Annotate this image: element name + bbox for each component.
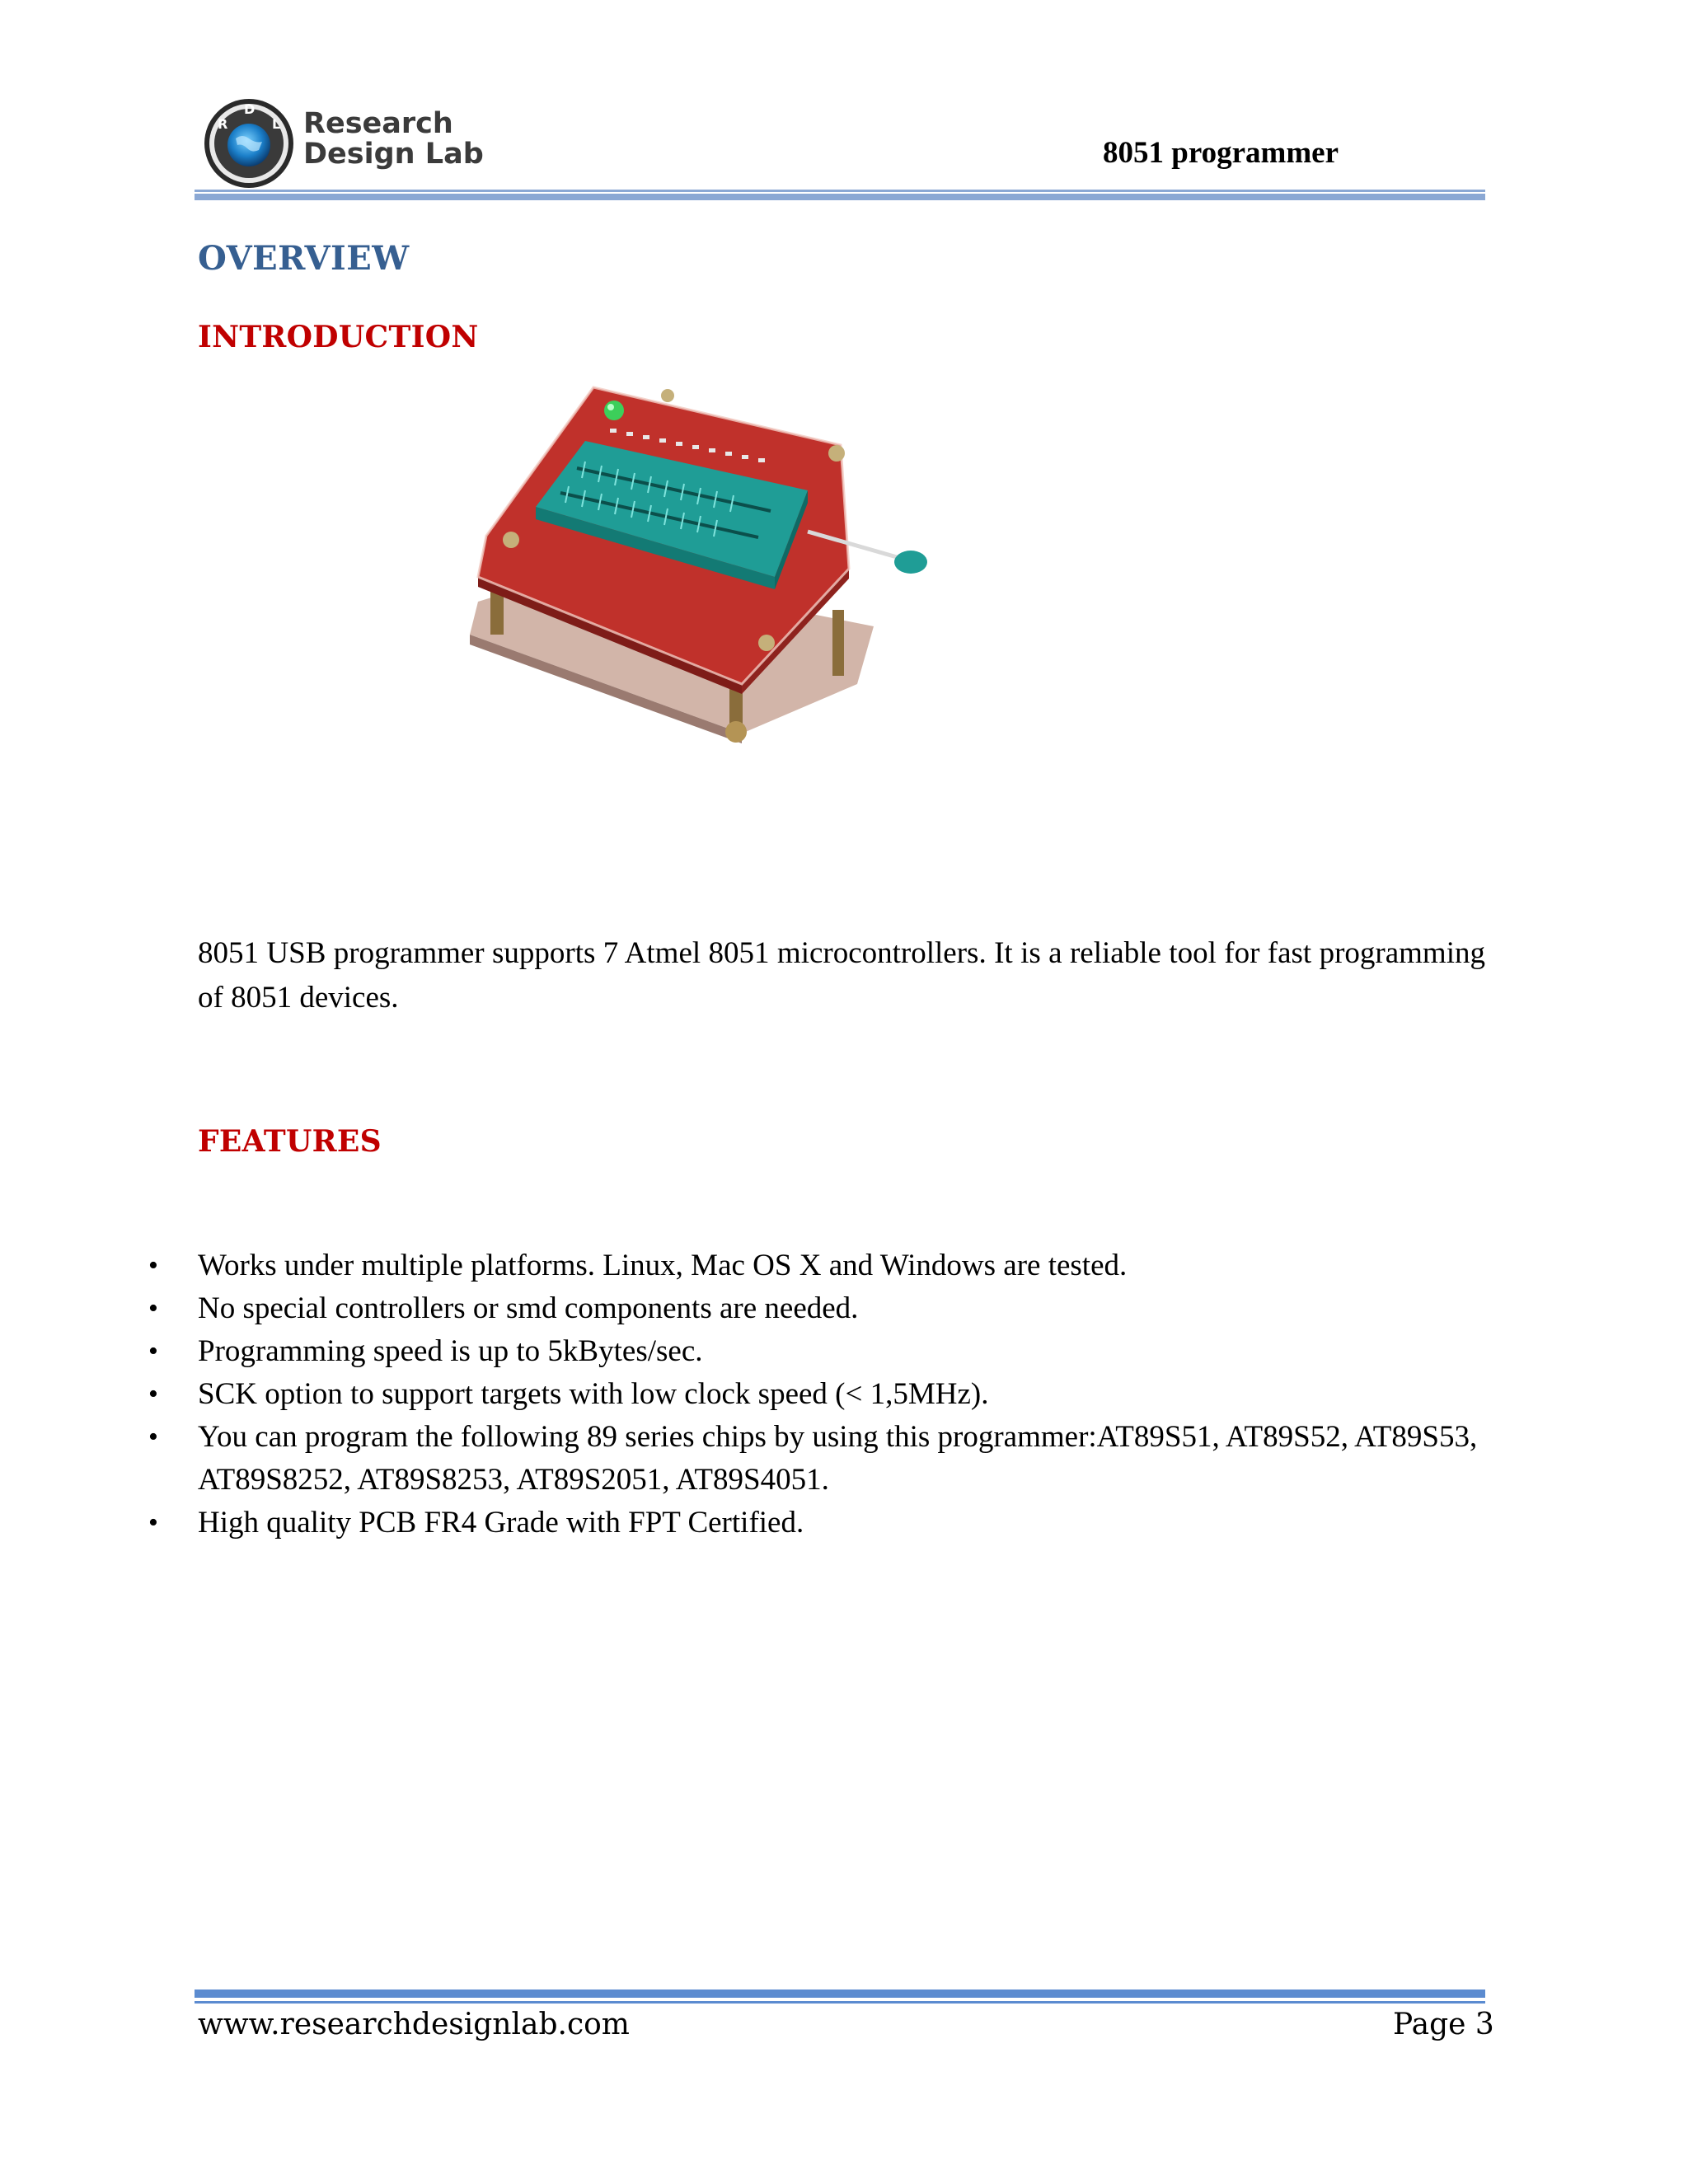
logo-letter-l: L — [272, 116, 281, 132]
feature-item: • Works under multiple platforms. Linux, Mac OS X and Windows are tested. — [148, 1244, 1500, 1287]
footer-rule-thin — [195, 2001, 1485, 2004]
feature-item: • High quality PCB FR4 Grade with FPT Certified. — [148, 1502, 1500, 1544]
header-rule-thick — [195, 194, 1485, 200]
logo-letter-d: D — [244, 101, 256, 117]
footer-rule-thick — [195, 1990, 1485, 1998]
logo-letter-r: R — [218, 116, 228, 132]
features-list — [148, 1244, 1500, 1544]
overview-heading: OVERVIEW — [198, 239, 410, 278]
header-rule-thin — [195, 190, 1485, 192]
logo-line-2: Design Lab — [303, 138, 484, 171]
header-doc-title: 8051 programmer — [1103, 136, 1339, 170]
feature-item: • Programming speed is up to 5kBytes/sec. — [148, 1330, 1500, 1373]
feature-item: • SCK option to support targets with low clock speed (< 1,5MHz). — [148, 1373, 1500, 1416]
footer-website-link[interactable]: www.researchdesignlab.com — [198, 2008, 630, 2041]
features-heading: FEATURES — [198, 1124, 382, 1159]
introduction-paragraph: 8051 USB programmer supports 7 Atmel 8051 microcontrollers. It is a reliable tool for fast programming of 8051 devices. — [198, 936, 1485, 1015]
logo-line-1: Research — [303, 107, 453, 140]
introduction-heading: INTRODUCTION — [198, 320, 479, 354]
feature-item: • You can program the following 89 series chips by using this programmer:AT89S51, AT89S52, AT89S53, AT89S8252, AT89S8253, AT89S2051, AT89S4051. — [148, 1416, 1500, 1502]
feature-item: • No special controllers or smd components are needed. — [148, 1287, 1500, 1330]
logo-wordmark — [303, 109, 484, 170]
product-photo — [445, 363, 1022, 775]
footer-page-number: Page 3 — [1393, 2008, 1494, 2041]
